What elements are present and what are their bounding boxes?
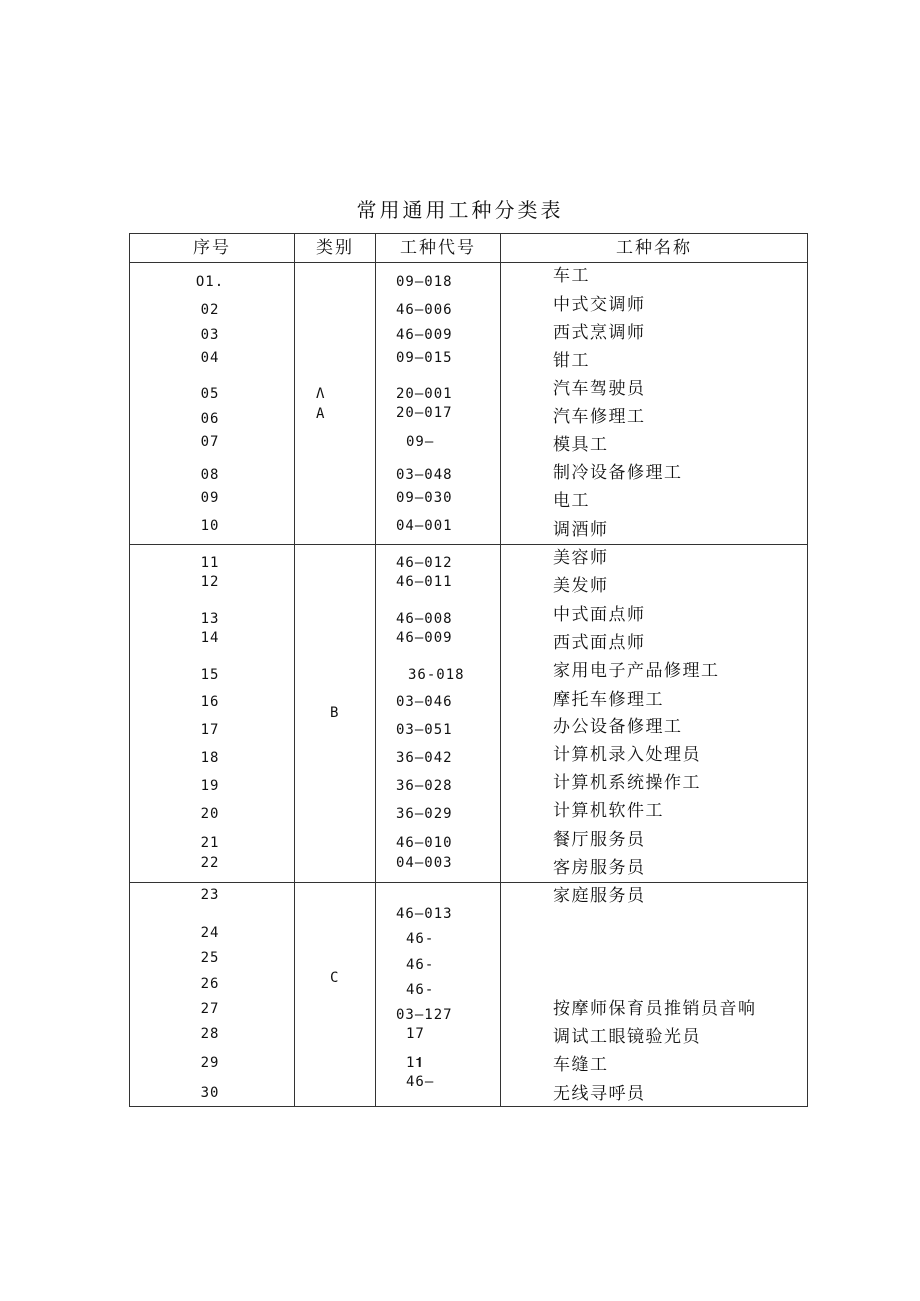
code-cell: 03—051: [396, 722, 453, 738]
name-cell: 家庭服务员: [553, 886, 646, 906]
code-cell: 46—006: [396, 302, 453, 318]
name-cell: 中式交调师: [553, 295, 646, 315]
code-cell: 04—003: [396, 855, 453, 871]
seq-cell: 22: [200, 855, 220, 871]
column-divider: [375, 234, 376, 1106]
code-cell: 36-018: [408, 667, 465, 683]
header-name: 工种名称: [616, 238, 692, 258]
category-cell: A: [316, 406, 326, 422]
seq-cell: 12: [200, 574, 220, 590]
seq-cell: 27: [200, 1001, 220, 1017]
code-cell: 36—028: [396, 778, 453, 794]
code-cell: 09—030: [396, 490, 453, 506]
seq-cell: 02: [200, 302, 220, 318]
seq-cell: 03: [200, 327, 220, 343]
seq-cell: 24: [200, 925, 220, 941]
seq-cell: 07: [200, 434, 220, 450]
code-cell: 09—015: [396, 350, 453, 366]
seq-cell: 05: [200, 386, 220, 402]
seq-cell: 25: [200, 950, 220, 966]
name-cell: 摩托车修理工: [553, 690, 664, 710]
code-cell: 03—127: [396, 1007, 453, 1023]
seq-cell: 23: [200, 887, 220, 903]
code-cell: 09—: [406, 434, 435, 450]
group-divider: [130, 882, 807, 883]
category-cell: C: [330, 970, 340, 986]
code-cell: 1𝟏: [406, 1055, 425, 1071]
name-cell: 汽车修理工: [553, 407, 646, 427]
seq-cell: 28: [200, 1026, 220, 1042]
seq-cell: 14: [200, 630, 220, 646]
header-category: 类别: [316, 238, 354, 258]
name-cell: 无线寻呼员: [553, 1084, 646, 1104]
code-cell: 04—001: [396, 518, 453, 534]
code-cell: 03—048: [396, 467, 453, 483]
code-cell: 36—042: [396, 750, 453, 766]
name-cell: 车工: [553, 266, 590, 286]
seq-cell: 15: [200, 667, 220, 683]
seq-cell: 10: [200, 518, 220, 534]
seq-cell: 08: [200, 467, 220, 483]
header-code: 工种代号: [400, 238, 476, 258]
name-cell: 中式面点师: [553, 605, 646, 625]
column-divider: [500, 234, 501, 1106]
page-title: 常用通用工种分类表: [356, 198, 564, 222]
name-cell: 美容师: [553, 548, 609, 568]
name-cell: 调酒师: [553, 520, 609, 540]
code-cell: 09—018: [396, 274, 453, 290]
name-cell: 计算机软件工: [553, 801, 664, 821]
name-cell: 计算机录入处理员: [553, 745, 701, 765]
code-cell: 20—017: [396, 405, 453, 421]
category-cell: B: [330, 705, 340, 721]
category-cell: Λ: [316, 386, 326, 402]
seq-cell: 09: [200, 490, 220, 506]
code-cell: 17: [406, 1026, 425, 1042]
seq-cell: 11: [200, 555, 220, 571]
name-cell: 汽车驾驶员: [553, 379, 646, 399]
code-cell: 46—010: [396, 835, 453, 851]
name-cell: 计算机系统操作工: [553, 773, 701, 793]
name-cell: 美发师: [553, 576, 609, 596]
seq-cell: 26: [200, 976, 220, 992]
seq-cell: 19: [200, 778, 220, 794]
code-cell: 46-: [406, 931, 435, 947]
header-seq: 序号: [193, 238, 231, 258]
name-cell: 电工: [553, 491, 590, 511]
code-cell: 46—012: [396, 555, 453, 571]
name-cell: 车缝工: [553, 1055, 609, 1075]
seq-cell: 17: [200, 722, 220, 738]
code-cell: 46-: [406, 957, 435, 973]
name-cell: 西式烹调师: [553, 323, 646, 343]
code-cell: 46—011: [396, 574, 453, 590]
name-cell: 钳工: [553, 351, 590, 371]
name-cell: 餐厅服务员: [553, 830, 646, 850]
code-cell: 46-: [406, 982, 435, 998]
seq-cell: 13: [200, 611, 220, 627]
code-cell: 20—001: [396, 386, 453, 402]
code-cell: 46—009: [396, 630, 453, 646]
name-cell: 调试工眼镜验光员: [553, 1027, 701, 1047]
seq-cell: 18: [200, 750, 220, 766]
code-cell: 36—029: [396, 806, 453, 822]
group-divider: [130, 544, 807, 545]
seq-cell: 21: [200, 835, 220, 851]
name-cell: 客房服务员: [553, 858, 646, 878]
seq-cell: O1.: [195, 274, 225, 290]
seq-cell: 29: [200, 1055, 220, 1071]
code-cell: 46—008: [396, 611, 453, 627]
name-cell: 制冷设备修理工: [553, 463, 683, 483]
code-cell: 46—013: [396, 906, 453, 922]
job-classification-table: [129, 233, 808, 1107]
seq-cell: 20: [200, 806, 220, 822]
seq-cell: 30: [200, 1085, 220, 1101]
seq-cell: 06: [200, 411, 220, 427]
name-cell: 按摩师保育员推销员音响: [553, 999, 757, 1019]
name-cell: 模具工: [553, 435, 609, 455]
code-cell: 46—009: [396, 327, 453, 343]
column-divider: [294, 234, 295, 1106]
code-cell: 03—046: [396, 694, 453, 710]
name-cell: 办公设备修理工: [553, 717, 683, 737]
seq-cell: 16: [200, 694, 220, 710]
seq-cell: 04: [200, 350, 220, 366]
name-cell: 家用电子产品修理工: [553, 661, 720, 681]
name-cell: 西式面点师: [553, 633, 646, 653]
code-cell: 46—: [406, 1074, 435, 1090]
